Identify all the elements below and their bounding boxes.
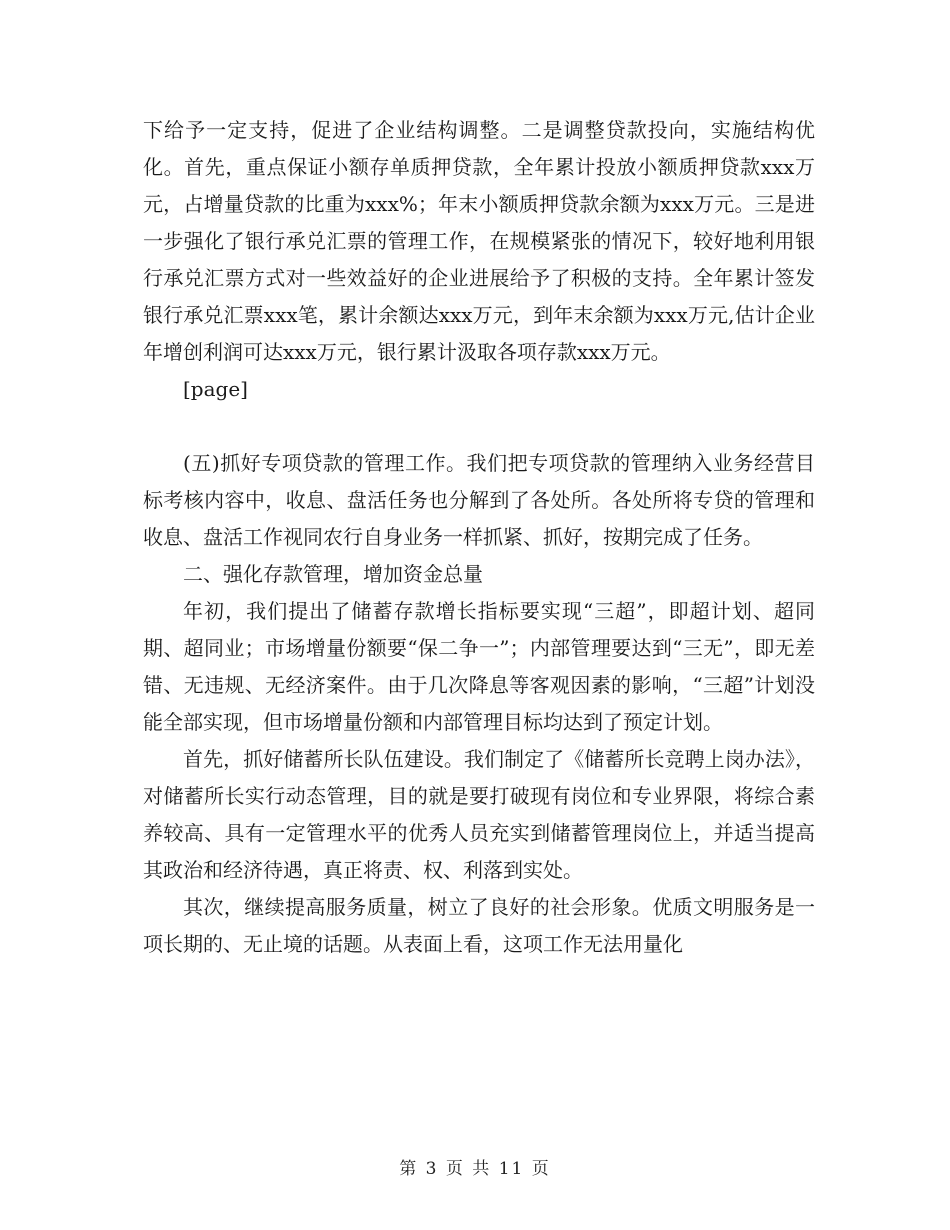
paragraph-branch-managers: 首先，抓好储蓄所长队伍建设。我们制定了《储蓄所长竞聘上岗办法》，对储蓄所长实行动态管理，目的就是要打破现有岗位和专业界限，将综合素养较高、具有一定管理水平的优秀人员充实到储蓄管理岗位上，并适当提高其政治和经济待遇，真正将责、权、利落到实处。 (143, 747, 815, 882)
paragraph-continued: 下给予一定支持，促进了企业结构调整。二是调整贷款投向，实施结构优化。首先，重点保证小额存单质押贷款，全年累计投放小额质押贷款xxx万元，占增量贷款的比重为xxx%；年末小额质押贷款余额为xxx万元。三是进一步强化了银行承兑汇票的管理工作，在规模紧张的情况下，较好地利用银行承兑汇票方式对一些效益好的企业进展给予了积极的支持。全年累计签发银行承兑汇票xxx笔，累计余额达xxx万元，到年末余额为xxx万元,估计企业年增创利润可达xxx万元，银行累计汲取各项存款xxx万元。 (143, 118, 815, 364)
paragraph-deposit-targets: 年初，我们提出了储蓄存款增长指标要实现“三超”，即超计划、超同期、超同业；市场增量份额要“保二争一”；内部管理要达到“三无”，即无差错、无违规、无经济案件。由于几次降息等客观因素的影响，“三超”计划没能全部实现，但市场增量份额和内部管理目标均达到了预定计划。 (143, 599, 815, 734)
paragraph-special-loans: (五)抓好专项贷款的管理工作。我们把专项贷款的管理纳入业务经营目标考核内容中，收息、盘活任务也分解到了各处所。各处所将专贷的管理和收息、盘活工作视同农行自身业务一样抓紧、抓好，按期完成了任务。 (143, 451, 815, 549)
section-heading: 二、强化存款管理，增加资金总量 (183, 562, 483, 586)
page-number: 第 3 页 共 11 页 (399, 1159, 551, 1179)
page-marker: [page] (183, 377, 248, 401)
blank-line (143, 408, 815, 445)
paragraph-service-quality: 其次，继续提高服务质量，树立了良好的社会形象。优质文明服务是一项长期的、无止境的话题。从表面上看，这项工作无法用量化 (143, 895, 815, 956)
document-body (143, 112, 815, 963)
